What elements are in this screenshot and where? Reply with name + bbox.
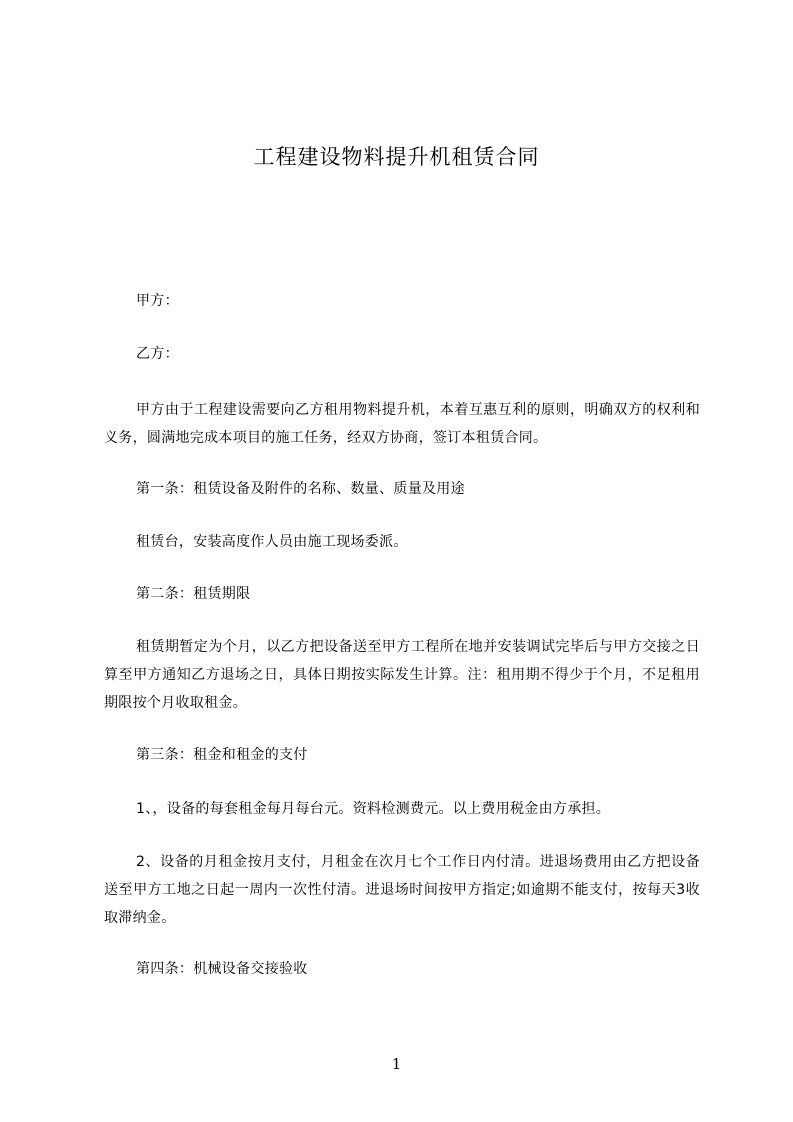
article-1-heading: 第一条：租赁设备及附件的名称、数量、质量及用途 [136,481,465,497]
article-2-text: 租赁期暂定为个月，以乙方把设备送至甲方工程所在地并安装调试完毕后与甲方交接之日算至甲方通知乙方退场之日，具体日期按实际发生计算。注：租用期不得少于个月，不足租用期限按个月收取租金。 [104,639,700,711]
article-1-text: 租赁台，安装高度作人员由施工现场委派。 [136,534,408,550]
party-a-label: 甲方： [136,293,179,309]
article-2-heading: 第二条：租赁期限 [136,586,251,602]
article-3-heading: 第三条：租金和租金的支付 [136,747,308,763]
party-b-label: 乙方： [136,346,179,362]
article-4-heading: 第四条：机械设备交接验收 [136,961,308,977]
document-title: 工程建设物料提升机租赁合同 [253,145,540,169]
page-number: 1 [391,1055,402,1073]
article-3-item-1: 1、，设备的每套租金每月每台元。资料检测费元。以上费用税金由方承担。 [136,801,611,817]
article-3-item-2: 2、设备的月租金按月支付，月租金在次月七个工作日内付清。进退场费用由乙方把设备送至甲方工地之日起一周内一次性付清。进退场时间按甲方指定;如逾期不能支付，按每天3收取滞纳金。 [104,854,700,926]
intro-paragraph: 甲方由于工程建设需要向乙方租用物料提升机，本着互惠互利的原则，明确双方的权利和义务，圆满地完成本项目的施工任务，经双方协商，签订本租赁合同。 [104,402,700,446]
